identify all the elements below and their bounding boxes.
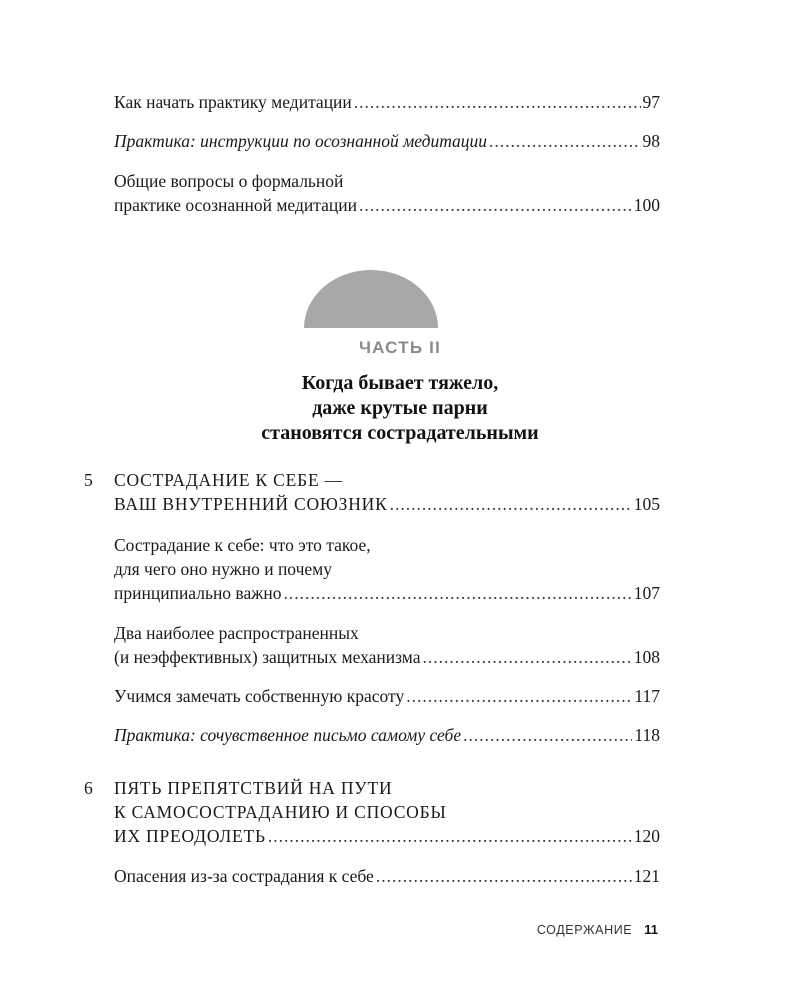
part-title-line: становятся сострадательными (261, 422, 539, 444)
footer-page-number: 11 (644, 922, 658, 937)
chapter-title-line: К САМОСОСТРАДАНИЮ И СПОСОБЫ (114, 802, 447, 822)
toc-entry-text: принципиально важно (114, 583, 282, 603)
chapter-title-line: СОСТРАДАНИЕ К СЕБЕ — (114, 470, 343, 490)
toc-entry-text: Как начать практику медитации (114, 92, 352, 112)
toc-page-number: 108 (633, 647, 660, 667)
toc-page-number: 105 (633, 494, 660, 514)
chapter-number: 6 (84, 778, 93, 798)
toc-entry-text: (и неэффективных) защитных механизма (114, 647, 421, 667)
leader-dots (376, 864, 632, 888)
leader-dots (406, 684, 632, 708)
toc-page-number: 118 (634, 725, 660, 745)
chapter-title-line: ВАШ ВНУТРЕННИЙ СОЮЗНИК (114, 494, 388, 514)
part-title-line: даже крутые парни (312, 397, 488, 419)
toc-entry-text: практике осознанной медитации (114, 195, 357, 215)
leader-dots (423, 645, 632, 669)
toc-entry[interactable] (114, 621, 660, 669)
leader-dots (268, 824, 632, 848)
toc-page-number: 121 (633, 866, 660, 886)
running-footer (537, 922, 658, 937)
chapter-number: 5 (84, 470, 93, 490)
leader-dots (359, 193, 632, 217)
chapter-title-line: ПЯТЬ ПРЕПЯТСТВИЙ НА ПУТИ (114, 778, 393, 798)
toc-entry-text: для чего оно нужно и почему (114, 559, 332, 579)
toc-entry[interactable] (114, 684, 660, 708)
toc-entry[interactable] (114, 864, 660, 888)
toc-entry-practice[interactable] (114, 129, 660, 153)
toc-entry-text: Практика: сочувственное письмо самому себе (114, 725, 462, 745)
toc-entry-practice[interactable] (114, 723, 660, 747)
chapter-title-line: ИХ ПРЕОДОЛЕТЬ (114, 826, 266, 846)
toc-entry-text: Сострадание к себе: что это такое, (114, 535, 371, 555)
leader-dots (390, 492, 632, 516)
toc-page-number: 100 (633, 195, 660, 215)
leader-dots (463, 723, 632, 747)
toc-entry[interactable] (114, 90, 660, 114)
leader-dots (354, 90, 641, 114)
toc-page-number: 117 (634, 686, 660, 706)
part-title (0, 371, 800, 446)
toc-chapter-6[interactable] (114, 776, 660, 848)
toc-page-number: 98 (642, 131, 660, 151)
toc-chapter-5[interactable] (114, 468, 660, 516)
toc-entry-text: Учимся замечать собственную красоту (114, 686, 405, 706)
toc-entry-text: Общие вопросы о формальной (114, 171, 344, 191)
toc-page-number: 107 (633, 583, 660, 603)
footer-section-name: СОДЕРЖАНИЕ (536, 923, 633, 937)
toc-page-number: 120 (633, 826, 660, 846)
part-label: ЧАСТЬ II (358, 338, 442, 357)
leader-dots (489, 129, 640, 153)
toc-entry[interactable] (114, 169, 660, 217)
leader-dots (283, 581, 631, 605)
sun-icon (298, 262, 444, 332)
toc-entry[interactable] (114, 533, 660, 605)
toc-entry-text: Практика: инструкции по осознанной медитации (114, 131, 488, 151)
part-title-line: Когда бывает тяжело, (301, 372, 499, 394)
toc-entry-text: Опасения из-за сострадания к себе (114, 866, 374, 886)
toc-entry-text: Два наиболее распространенных (114, 623, 359, 643)
toc-page-number: 97 (642, 92, 660, 112)
